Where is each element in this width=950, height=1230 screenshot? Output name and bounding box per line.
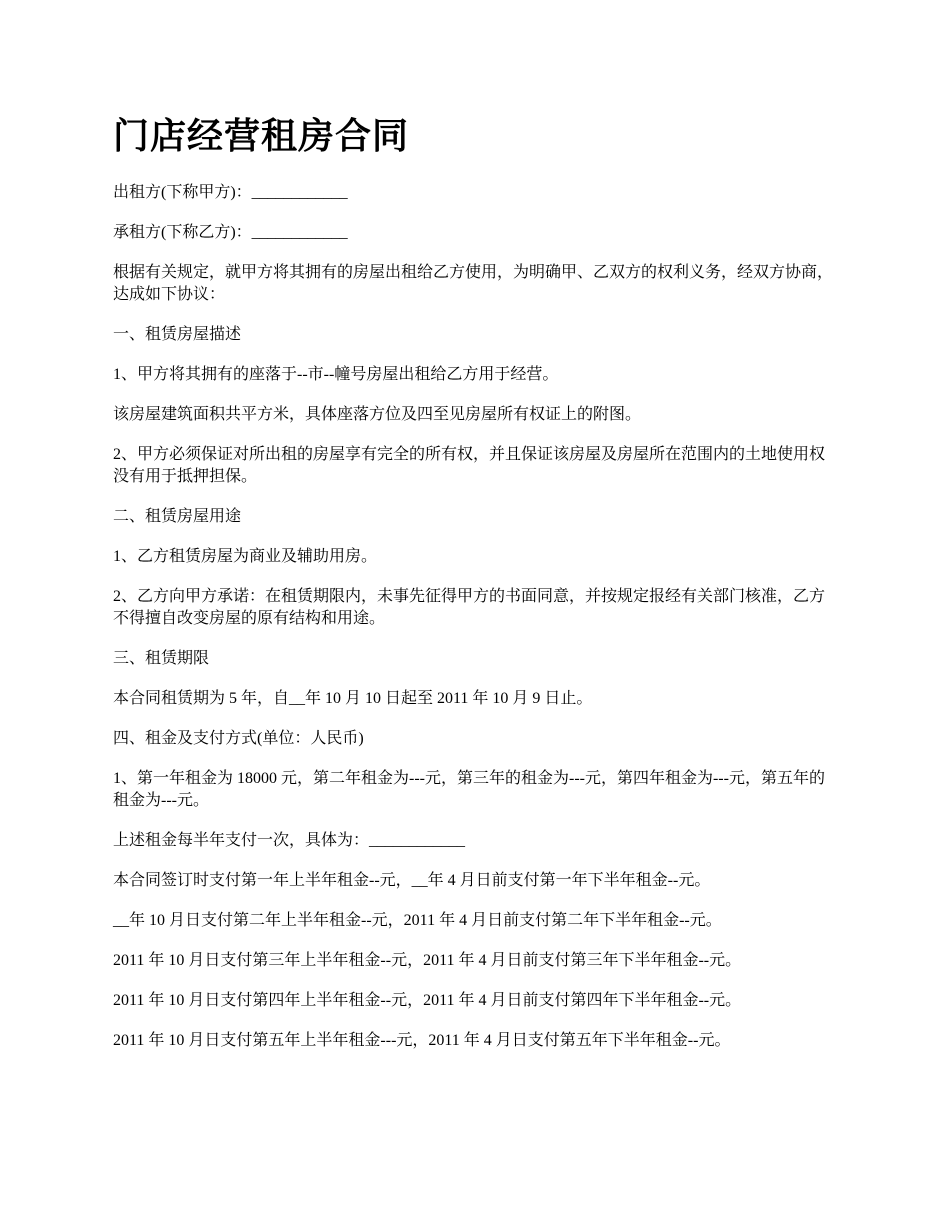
section-heading-2: 二、租赁房屋用途	[113, 508, 242, 525]
clause-2-2: 2、乙方向甲方承诺：在租赁期限内，未事先征得甲方的书面同意，并按规定报经有关部门核准，乙方不得擅自改变房屋的原有结构和用途。	[113, 588, 826, 627]
clause-1-2: 2、甲方必须保证对所出租的房屋享有完全的所有权，并且保证该房屋及房屋所在范围内的土地使用权没有用于抵押担保。	[113, 446, 826, 485]
payment-line-year-2: __年 10 月日支付第二年上半年租金--元，2011 年 4 月日前支付第二年下半年租金--元。	[113, 912, 722, 929]
clause-1-1: 1、甲方将其拥有的座落于--市--幢号房屋出租给乙方用于经营。	[113, 366, 559, 383]
preamble-paragraph: 根据有关规定，就甲方将其拥有的房屋出租给乙方使用，为明确甲、乙双方的权利义务，经双方协商，达成如下协议：	[113, 264, 834, 303]
payment-line-year-1: 本合同签订时支付第一年上半年租金--元，__年 4 月日前支付第一年下半年租金--元。	[113, 872, 711, 889]
clause-1-area: 该房屋建筑面积共平方米，具体座落方位及四至见房屋所有权证上的附图。	[113, 406, 642, 423]
clause-4-1: 1、第一年租金为 18000 元，第二年租金为---元，第三年的租金为---元，第四年租金为---元，第五年的租金为---元。	[113, 770, 825, 809]
section-heading-3: 三、租赁期限	[113, 650, 210, 667]
clause-2-1: 1、乙方租赁房屋为商业及辅助用房。	[113, 548, 378, 565]
document-title: 门店经营租房合同	[113, 116, 410, 156]
section-heading-1: 一、租赁房屋描述	[113, 326, 242, 343]
lessor-line: 出租方(下称甲方)：____________	[113, 184, 348, 201]
payment-line-year-3: 2011 年 10 月日支付第三年上半年租金--元，2011 年 4 月日前支付第三年下半年租金--元。	[113, 952, 742, 969]
clause-3-term: 本合同租赁期为 5 年，自__年 10 月 10 日起至 2011 年 10 月 9 日止。	[113, 690, 593, 707]
document-page	[113, 112, 833, 1070]
payment-line-year-4: 2011 年 10 月日支付第四年上半年租金--元，2011 年 4 月日前支付第四年下半年租金--元。	[113, 992, 742, 1009]
section-heading-4: 四、租金及支付方式(单位：人民币)	[113, 730, 364, 747]
clause-4-schedule: 上述租金每半年支付一次，具体为：____________	[113, 832, 466, 849]
lessee-line: 承租方(下称乙方)：____________	[113, 224, 348, 241]
payment-line-year-5: 2011 年 10 月日支付第五年上半年租金---元，2011 年 4 月日支付第五年下半年租金--元。	[113, 1032, 731, 1049]
